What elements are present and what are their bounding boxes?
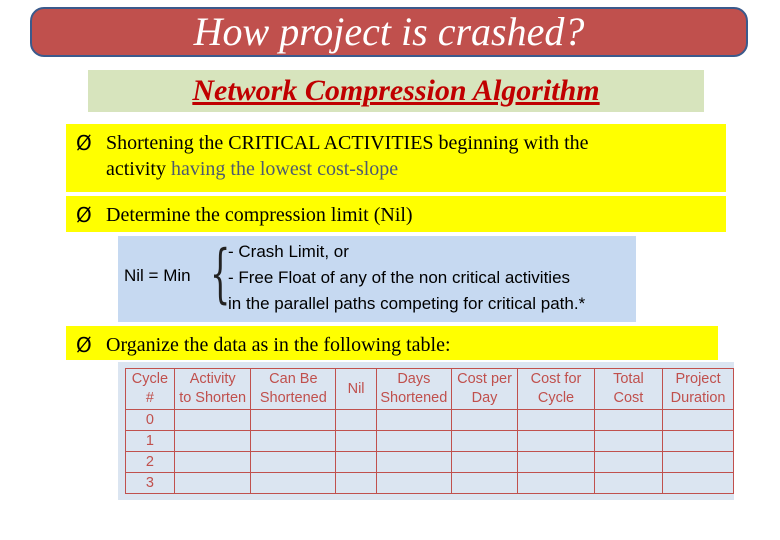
cycle-cell: 0 [126,410,175,431]
table-row [126,431,734,452]
crash-table [125,368,734,494]
title-banner [30,7,748,57]
cycle-cell: 3 [126,473,175,494]
arrow-bullet-icon: Ø [76,333,92,357]
header-cost-for-cycle: Cost for Cycle [518,369,594,410]
cycle-cell: 2 [126,452,175,473]
slide-title: How project is crashed? [193,9,585,54]
table-row [126,410,734,431]
formula-line-2: - Free Float of any of the non critical activities [228,268,571,287]
bullet-organize-data [66,326,718,360]
subtitle-box [88,70,704,112]
header-can-be-shortened: Can Be Shortened [251,369,336,410]
formula-lhs: Nil = Min [124,266,191,285]
header-activity: Activity to Shorten [174,369,251,410]
table-row [126,473,734,494]
bullet-compression-limit [66,196,726,232]
table-row [126,452,734,473]
header-total-cost: Total Cost [594,369,662,410]
header-nil: Nil [336,369,377,410]
formula-line-3: in the parallel paths competing for critical path.* [228,294,586,313]
arrow-bullet-icon: Ø [76,203,92,227]
crash-table-container [118,362,734,500]
bullet-text-1b: activity [106,158,166,180]
header-cycle: Cycle # [126,369,175,410]
formula-line-1: - Crash Limit, or [228,242,349,261]
bullet-text-2: Determine the compression limit (Nil) [106,204,413,226]
table-header-row [126,369,734,410]
header-cost-per-day: Cost per Day [451,369,517,410]
arrow-bullet-icon: Ø [76,131,92,155]
header-project-duration: Project Duration [663,369,734,410]
cycle-cell: 1 [126,431,175,452]
bullet-text-3: Organize the data as in the following table: [106,334,451,356]
bullet-text-1a: Shortening the CRITICAL ACTIVITIES beginning with the [106,132,589,154]
slide-subtitle: Network Compression Algorithm [192,74,600,107]
left-brace-icon: { [210,237,231,311]
nil-formula [118,236,636,322]
bullet-text-1c: having the lowest cost-slope [165,158,399,180]
bullet-shortening [66,124,726,192]
header-days-shortened: Days Shortened [376,369,451,410]
